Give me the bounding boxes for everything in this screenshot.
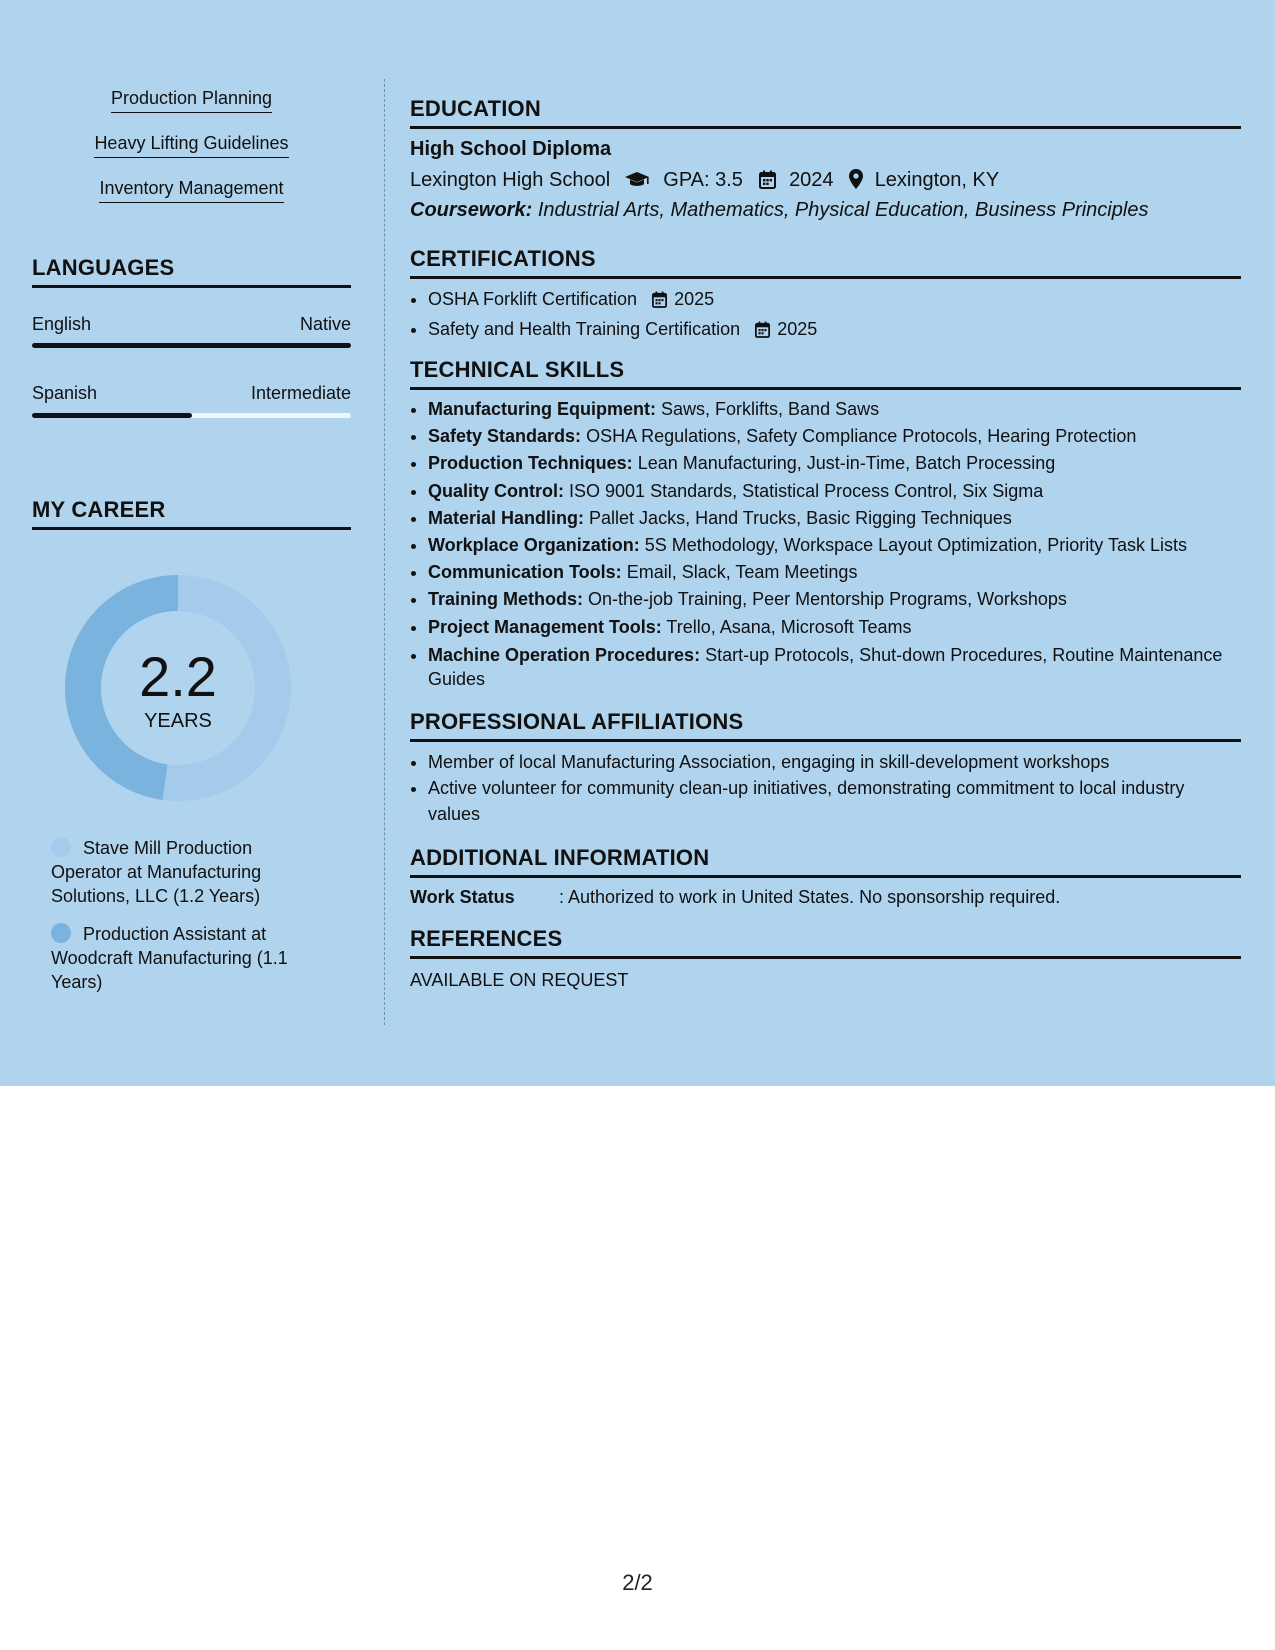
career-donut-chart	[65, 575, 291, 801]
map-pin-icon	[849, 169, 863, 195]
skill-tag	[32, 178, 351, 203]
skill-label: Manufacturing Equipment:	[428, 399, 656, 419]
skill-tag-label: Heavy Lifting Guidelines	[94, 133, 288, 158]
career-total-years: 2.2	[139, 645, 217, 708]
languages-heading: LANGUAGES	[32, 255, 351, 288]
education-gpa: GPA: 3.5	[663, 169, 743, 191]
skill-label: Machine Operation Procedures:	[428, 644, 701, 665]
skill-item	[428, 532, 1241, 559]
calendar-icon	[759, 170, 776, 195]
education-location: Lexington, KY	[874, 169, 1000, 191]
affiliation-item: • Member of local Manufacturing Association, engaging in skill-development workshops	[428, 749, 1241, 775]
skill-value: 5S Methodology, Workspace Layout Optimization, Priority Task Lists	[644, 535, 1187, 556]
language-level: Intermediate	[250, 383, 351, 403]
education-coursework	[410, 199, 1148, 222]
skill-item	[428, 586, 1241, 613]
work-status-row	[410, 887, 1060, 908]
certification-item	[428, 286, 1241, 316]
skill-value: On-the-job Training, Peer Mentorship Programs, Workshops	[588, 589, 1067, 610]
skill-label: Project Management Tools:	[428, 616, 662, 637]
skill-item	[428, 641, 1241, 691]
career-item-label: Production Assistant at Woodcraft Manufacturing (1.1 Years)	[51, 924, 288, 992]
page-number: 2/2	[622, 1570, 653, 1595]
skill-tag	[32, 133, 351, 158]
skill-tag-label: Production Planning	[111, 88, 272, 113]
education-details	[410, 169, 999, 195]
skill-item	[428, 559, 1241, 586]
certification-year: 2025	[674, 289, 715, 309]
skill-item	[428, 478, 1241, 505]
affiliations-list	[410, 749, 1241, 827]
skill-item	[428, 614, 1241, 641]
coursework-label: Coursework:	[410, 199, 533, 221]
skill-value: Email, Slack, Team Meetings	[626, 562, 858, 583]
skill-label: Communication Tools:	[428, 562, 622, 583]
column-divider	[384, 79, 385, 1025]
skill-label: Quality Control:	[428, 480, 564, 501]
skill-value: Pallet Jacks, Hand Trucks, Basic Rigging Techniques	[589, 507, 1012, 528]
career-legend-dot	[51, 837, 71, 857]
skill-item	[428, 396, 1241, 423]
skill-value: ISO 9001 Standards, Statistical Process Control, Six Sigma	[569, 480, 1044, 501]
affiliation-item: • Active volunteer for community clean-up initiatives, demonstrating commitment to local industry values	[428, 775, 1241, 827]
work-status-value: : Authorized to work in United States. No sponsorship required.	[559, 887, 1061, 907]
calendar-icon	[755, 319, 770, 346]
skill-label: Safety Standards:	[428, 426, 582, 447]
career-item	[51, 922, 321, 994]
calendar-icon	[652, 289, 667, 316]
work-status-label: Work Status	[410, 887, 515, 907]
language-proficiency-fill	[32, 343, 351, 348]
graduation-cap-icon	[624, 171, 650, 195]
skill-value: Lean Manufacturing, Just-in-Time, Batch Processing	[637, 453, 1056, 474]
education-school: Lexington High School	[410, 169, 611, 191]
language-name: Spanish	[32, 383, 98, 403]
education-degree: High School Diploma	[410, 138, 612, 160]
language-proficiency-bar	[32, 413, 351, 418]
career-heading: MY CAREER	[32, 497, 351, 530]
skill-item	[428, 423, 1241, 450]
certification-year: 2025	[777, 319, 818, 339]
skill-label: Workplace Organization:	[428, 535, 640, 556]
education-heading: EDUCATION	[410, 96, 1241, 129]
skill-label: Production Techniques:	[428, 453, 633, 474]
career-item	[51, 836, 321, 908]
language-level: Native	[299, 314, 351, 334]
skill-value: OSHA Regulations, Safety Compliance Protocols, Hearing Protection	[586, 426, 1137, 447]
skill-item	[428, 450, 1241, 477]
language-name: English	[32, 314, 92, 334]
skill-item	[428, 505, 1241, 532]
career-total-unit: YEARS	[144, 710, 212, 732]
technical-skills-heading: TECHNICAL SKILLS	[410, 357, 1241, 390]
references-heading: REFERENCES	[410, 926, 1241, 959]
certification-name: OSHA Forklift Certification	[428, 289, 638, 309]
language-proficiency-fill	[32, 413, 192, 418]
certification-item	[428, 316, 1241, 346]
certification-name: Safety and Health Training Certification	[428, 319, 741, 339]
education-year: 2024	[789, 169, 834, 191]
donut-center	[65, 575, 291, 801]
affiliations-heading: PROFESSIONAL AFFILIATIONS	[410, 709, 1241, 742]
skill-tag-label: Inventory Management	[99, 178, 283, 203]
additional-info-heading: ADDITIONAL INFORMATION	[410, 845, 1241, 878]
certifications-heading: CERTIFICATIONS	[410, 246, 1241, 279]
skill-value: Start-up Protocols, Shut-down Procedures, Routine Maintenance Guides	[428, 644, 1223, 689]
certifications-list	[410, 286, 1241, 346]
skill-label: Material Handling:	[428, 507, 585, 528]
technical-skills-list	[410, 396, 1241, 691]
skill-tag	[32, 88, 351, 113]
skill-value: Saws, Forklifts, Band Saws	[661, 399, 880, 419]
skill-label: Training Methods:	[428, 589, 583, 610]
career-item-label: Stave Mill Production Operator at Manufacturing Solutions, LLC (1.2 Years)	[51, 838, 262, 906]
language-proficiency-bar	[32, 343, 351, 348]
skill-value: Trello, Asana, Microsoft Teams	[666, 616, 912, 637]
career-legend-dot	[51, 923, 71, 943]
references-text: AVAILABLE ON REQUEST	[410, 970, 629, 990]
coursework-list: Industrial Arts, Mathematics, Physical Education, Business Principles	[537, 199, 1149, 221]
